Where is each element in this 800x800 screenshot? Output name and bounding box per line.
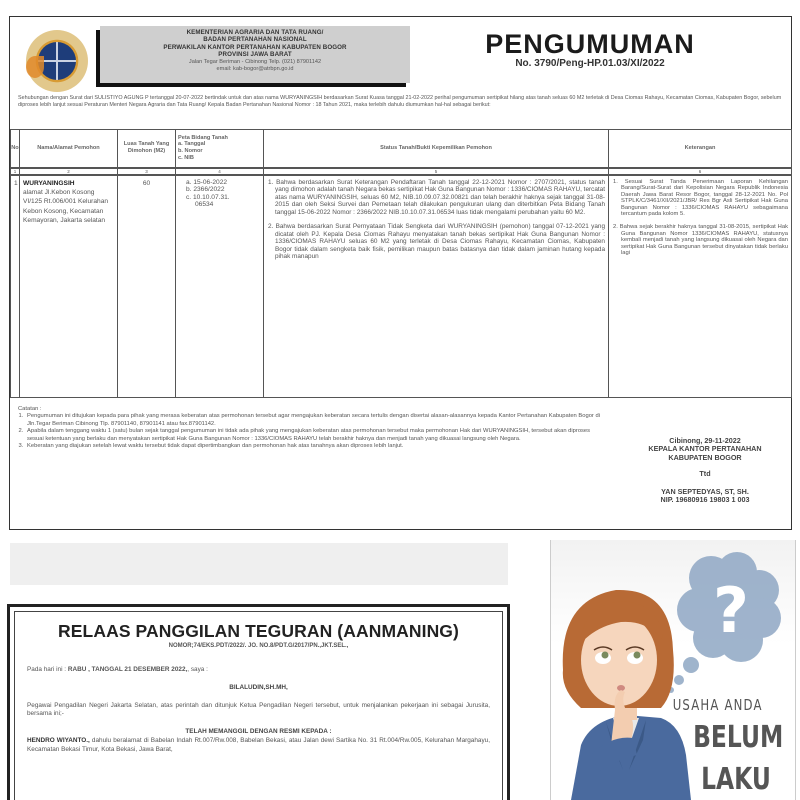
map-nib: c. 10.10.07.31. — [186, 193, 230, 201]
bpn-logo-icon — [26, 30, 88, 92]
map-number: b. 2366/2022 — [186, 186, 225, 194]
column-number: 2 — [20, 168, 118, 175]
agency-email: email: kab-bogor@atrbpn.go.id — [216, 65, 294, 72]
notice-number: No. 3790/Peng-HP.01.03/XI/2022 — [515, 58, 665, 69]
agency-line: BADAN PERTANAHAN NASIONAL — [203, 36, 307, 44]
note-item: 2. Apabila dalam tenggang waktu 1 (satu) bulan sejak tanggal pengumuman ini tidak ada pihak yang mengajukan keberatan atas permohonan tersebut maka permohonan Hak dari WURYANINGSIH, tersebut akan diproses sesuai ketentuan yang berlaku dan menyatakan sertipikat Hak Guna Bangunan Nomor : 1336/CIOMAS RAHAYU telah berakhir haknya dan menjadi tanah yang dikuasai langsung oleh Negara. — [25, 428, 602, 443]
svg-text:?: ? — [713, 574, 749, 647]
day-prefix: Pada hari ini : — [27, 666, 68, 673]
row-map — [176, 175, 264, 398]
map-date: a. 15-06-2022 — [186, 178, 228, 186]
relaas-officer: BILALUDIN,SH.MH, — [229, 683, 288, 691]
header-no: No — [11, 130, 20, 168]
note-item: 1. Pengumuman ini ditujukan kepada para pihak yang merasa keberatan atas permohonan tersebut agar mengajukan keberatan secara tertulis dengan disertai alasan-alasannya kepada Kantor Pertanahan Kabupaten Bogor di Jln.Tegar Beriman Cibinong Tlp. 87901140, 87901141 atau fax.87901142. — [25, 413, 602, 428]
ad-headline-line3: LAKU — [701, 762, 771, 797]
notice-intro: Sehubungan dengan Surat dari SULISTIYO AGUNG P tertanggal 20-07-2022 bertindak untuk dan atas nama WURYANINGSIH berdasarkan Surat Kuasa tanggal 21-02-2022 perihal pengumuman sertipikat hilang atas tanah seluas 60 M2 terletak di Desa Ciomas Rahayu, Kecamatan Ciomas, Kabupaten Bogor, sebelum diproses lebih lanjut sesuai Peraturan Menteri Negara Agraria dan Tata Ruang/ Kepala Badan Pertanahan Nasional Nomor : 18 Tahun 2021, maka terlebih dahulu diumumkan hal-hal sebagai berikut: — [18, 95, 782, 109]
signature-place-date: Cibinong, 29-11-2022 — [669, 436, 741, 445]
header-name: Nama/Alamat Pemohon — [20, 130, 118, 168]
signature-office: KABUPATEN BOGOR — [668, 452, 742, 462]
signature-ttd: Ttd — [699, 469, 711, 479]
relaas-summons-heading: TELAH MEMANGGIL DENGAN RESMI KEPADA : — [185, 728, 332, 736]
row-applicant — [20, 175, 118, 398]
agency-line: PERWAKILAN KANTOR PERTANAHAN KABUPATEN BOGOR — [163, 43, 347, 51]
applicant-address: alamat Jl.Kebon Kosong VI/125 Rt.006/001 Kelurahan Kebon Kosong, Kecamatan Kemayoran, Jakarta selatan — [23, 188, 109, 225]
table-header-row — [11, 130, 792, 168]
header-map-line: c. NIB — [178, 155, 194, 162]
column-number: 6 — [609, 168, 792, 175]
header-map — [176, 130, 264, 168]
signature-block — [620, 437, 790, 504]
relaas-day — [15, 666, 502, 675]
summoned-name: HENDRO WIYANTO., — [27, 736, 90, 744]
signatory-name: YAN SEPTEDYAS, ST, SH. — [661, 486, 749, 496]
status-point: 2. Bahwa berdasarkan Surat Pernyataan Tidak Sengketa dari WURYANINGSIH (pemohon) tanggal 07-12-2021 yang dicatat oleh PJ. Kepala Desa Ciomas Rahayu menyatakan tanah bekas sertipikat Hak Guna Bangunan Nomor : 1336/CIOMAS RAHAYU seluas 60 M2 yang terletak di Desa Ciomas Rahayu, Kecamatan Ciomas, Kabupaten Bogor tidak dalam sengketa baik fisik, pemilikan maupun batas batasnya dan tidak dalam jaminan hutang kepada pihak manapun — [268, 223, 605, 260]
column-number: 3 — [118, 168, 176, 175]
notes-section — [10, 402, 610, 454]
notes-label: Catatan : — [18, 406, 42, 412]
header-area: Luas Tanah Yang Dimohon (M2) — [118, 130, 176, 168]
advertisement-banner[interactable] — [550, 540, 796, 800]
notice-title: PENGUMUMAN — [485, 29, 695, 59]
table-row — [11, 175, 792, 398]
note-point: 2. Bahwa sejak berakhir haknya tanggal 31-08-2015, sertipikat Hak Guna Bangunan Nomor 1336/CIOMAS RAHAYU, statusnya kembali menjadi tanah yang langsung dikuasai oleh Negara dan sertipikat Hak Guna Bangunan tersebut dinyatakan tidak berlaku lagi — [613, 224, 788, 257]
header-note: Keterangan — [609, 130, 792, 168]
agency-address: Jalan Tegar Beriman - Cibinong Telp. (021) 87901142 — [188, 58, 322, 65]
header-map-line: a. Tanggal — [178, 141, 206, 148]
day-suffix: , saya : — [187, 666, 208, 673]
header-map-line: b. Nomor — [178, 148, 203, 155]
agency-line: PROVINSI JAWA BARAT — [218, 51, 292, 59]
signature-office: KEPALA KANTOR PERTANAHAN — [648, 444, 762, 454]
relaas-officer-desc: Pegawai Pengadilan Negeri Jakarta Selatan, atas perintah dan ditunjuk Ketua Pengadilan Negeri tersebut, untuk menjalankan pekerjaan ini sebagai Jurusita, bersama ini;- — [27, 701, 490, 718]
ad-headline-line1: USAHA ANDA — [672, 696, 763, 714]
column-number-row — [11, 168, 792, 175]
note-point: 1. Sesuai Surat Tanda Penerimaan Laporan Kehilangan Barang/Surat-Surat dari Kepolisian Negara Republik Indonesia Daerah Jawa Barat Resor Bogor, tanggal 28-12-2021 No. Pol STPLK/C/3461/XII/2021/JBR/ Res Bgr Asli Sertipikat Hak Guna Bangunan Nomor : 1336/CIOMAS RAHAYU sebagaimana tercantum pada kolom 5. — [613, 178, 788, 218]
notice-table — [10, 129, 792, 398]
summoned-address: dahulu beralamat di Babelan Indah Rt.007/Rw.008, Babelan Bekasi, atau Jalan dewi Sartika No. 31 Rt.004/Rw.005, Kelurahan Margahayu, Kecamatan Bekasi Timur, Kota Bekasi, Jawa Barat, — [27, 736, 490, 753]
thinking-woman-illustration-icon — [551, 540, 796, 800]
relaas-summoned — [15, 737, 502, 755]
signatory-nip: NIP. 19680916 19803 1 003 — [660, 495, 750, 505]
ad-placeholder — [10, 543, 508, 585]
column-number: 1 — [11, 168, 20, 175]
pengumuman-notice — [9, 16, 792, 530]
map-nib-cont: 06534 — [195, 201, 214, 209]
relaas-number: NOMOR;74/EKS.PDT/2022/. JO. NO.8/PDT.G/2017/PN.,JKT.SEL., — [168, 643, 349, 649]
relaas-inner-frame — [14, 611, 503, 800]
relaas-title: RELAAS PANGGILAN TEGURAN (AANMANING) — [58, 621, 459, 641]
ad-headline-line2: BELUM — [693, 720, 784, 755]
day-value: RABU , TANGGAL 21 DESEMBER 2022, — [67, 666, 188, 673]
relaas-notice — [7, 604, 510, 800]
header-map-line: Peta Bidang Tanah — [178, 134, 228, 141]
agency-line: KEMENTERIAN AGRARIA DAN TATA RUANG/ — [186, 29, 324, 36]
header-status: Status Tanah/Bukti Kepemilikan Pemohon — [264, 130, 609, 168]
agency-letterhead — [100, 26, 410, 83]
row-area: 60 — [118, 175, 176, 398]
status-point: 1. Bahwa berdasarkan Surat Keterangan Pendaftaran Tanah tanggal 22-12-2021 Nomor : 2707/2021, status tanah yang dimohon adalah tanah Negara bekas sertipikat Hak Guna Bangunan Nomor : 1336/CIOMAS RAHAYU, tercatat atas nama WURYANINGSIH, seluas 60 M2, NIB.10.09.07.32.00821 dan telah berakhir haknya sejak tanggal 31-08-2015 dan oleh Seksi Survei dan Pemetaan telah dilakukan pengukuran ulang dan diterbitkan Peta Bidang Tanah tanggal 15-06-2022 Nomor : 2366/2022 NIB.10.10.07.31.06534 luas tidak mengalami perubahan yaitu 60 M2. — [268, 178, 605, 216]
note-item: 3. Keberatan yang diajukan setelah lewat waktu tersebut tidak dapat dipertimbangkan dan permohonan hak atas tanahnya akan diproses lebih lanjut. — [25, 443, 602, 450]
column-number: 5 — [264, 168, 609, 175]
applicant-name: WURYANINGSIH — [23, 179, 75, 187]
row-status — [264, 175, 609, 398]
column-number: 4 — [176, 168, 264, 175]
row-no: 1 — [11, 175, 20, 398]
row-note — [609, 175, 792, 398]
